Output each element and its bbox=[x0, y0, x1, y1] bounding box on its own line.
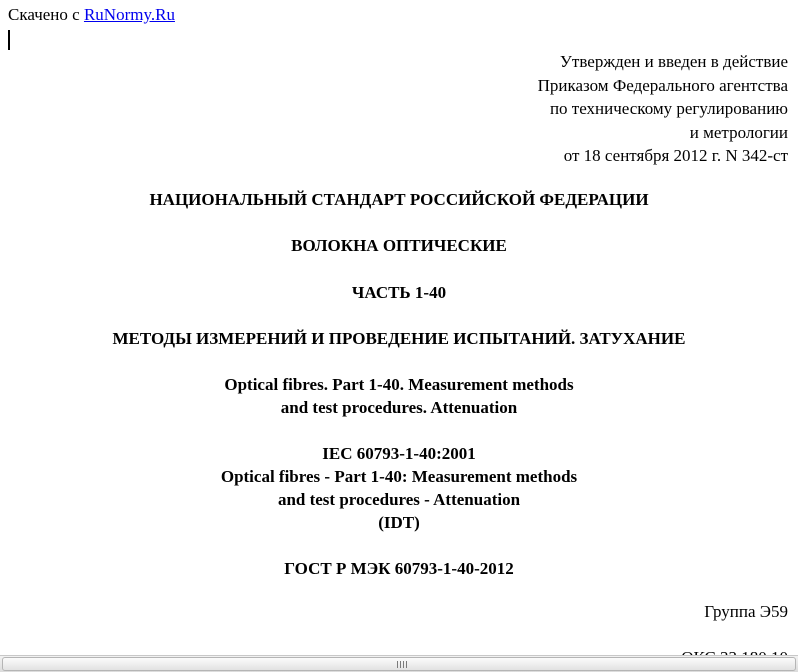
iec-title-line-1: Optical fibres - Part 1-40: Measurement methods bbox=[220, 467, 578, 486]
text-cursor bbox=[8, 30, 10, 50]
approval-line: по техническому регулированию bbox=[549, 99, 788, 118]
grip-icon bbox=[397, 661, 407, 668]
standard-type-heading: НАЦИОНАЛЬНЫЙ СТАНДАРТ РОССИЙСКОЙ ФЕДЕРАЦИИ bbox=[149, 190, 649, 209]
approval-line: Приказом Федерального агентства bbox=[537, 75, 788, 95]
document-title: ВОЛОКНА ОПТИЧЕСКИЕ bbox=[291, 236, 507, 255]
group-label: Группа Э59 bbox=[704, 602, 788, 621]
approval-block bbox=[538, 50, 788, 168]
idt-label: (IDT) bbox=[378, 513, 420, 532]
gost-code: ГОСТ Р МЭК 60793-1-40-2012 bbox=[284, 559, 514, 578]
horizontal-scrollbar[interactable] bbox=[0, 655, 798, 672]
approval-line: Утвержден и введен в действие bbox=[559, 52, 788, 71]
source-link[interactable]: RuNormy.Ru bbox=[83, 5, 175, 24]
subtitle-heading: МЕТОДЫ ИЗМЕРЕНИЙ И ПРОВЕДЕНИЕ ИСПЫТАНИЙ. ЗАТУХАНИЕ bbox=[112, 329, 686, 348]
iec-code: IEC 60793-1-40:2001 bbox=[322, 444, 476, 463]
iec-title-line-2: and test procedures - Attenuation bbox=[277, 490, 521, 509]
english-title-line-1: Optical fibres. Part 1-40. Measurement methods bbox=[224, 375, 574, 394]
approval-line: от 18 сентября 2012 г. N 342-ст bbox=[563, 146, 788, 165]
english-title-line-2: and test procedures. Attenuation bbox=[280, 398, 518, 417]
source-line bbox=[8, 4, 175, 26]
part-heading: ЧАСТЬ 1-40 bbox=[351, 283, 447, 302]
approval-line: и метрологии bbox=[689, 122, 788, 142]
scrollbar-thumb[interactable] bbox=[2, 657, 796, 671]
source-prefix: Скачено с bbox=[8, 5, 84, 24]
